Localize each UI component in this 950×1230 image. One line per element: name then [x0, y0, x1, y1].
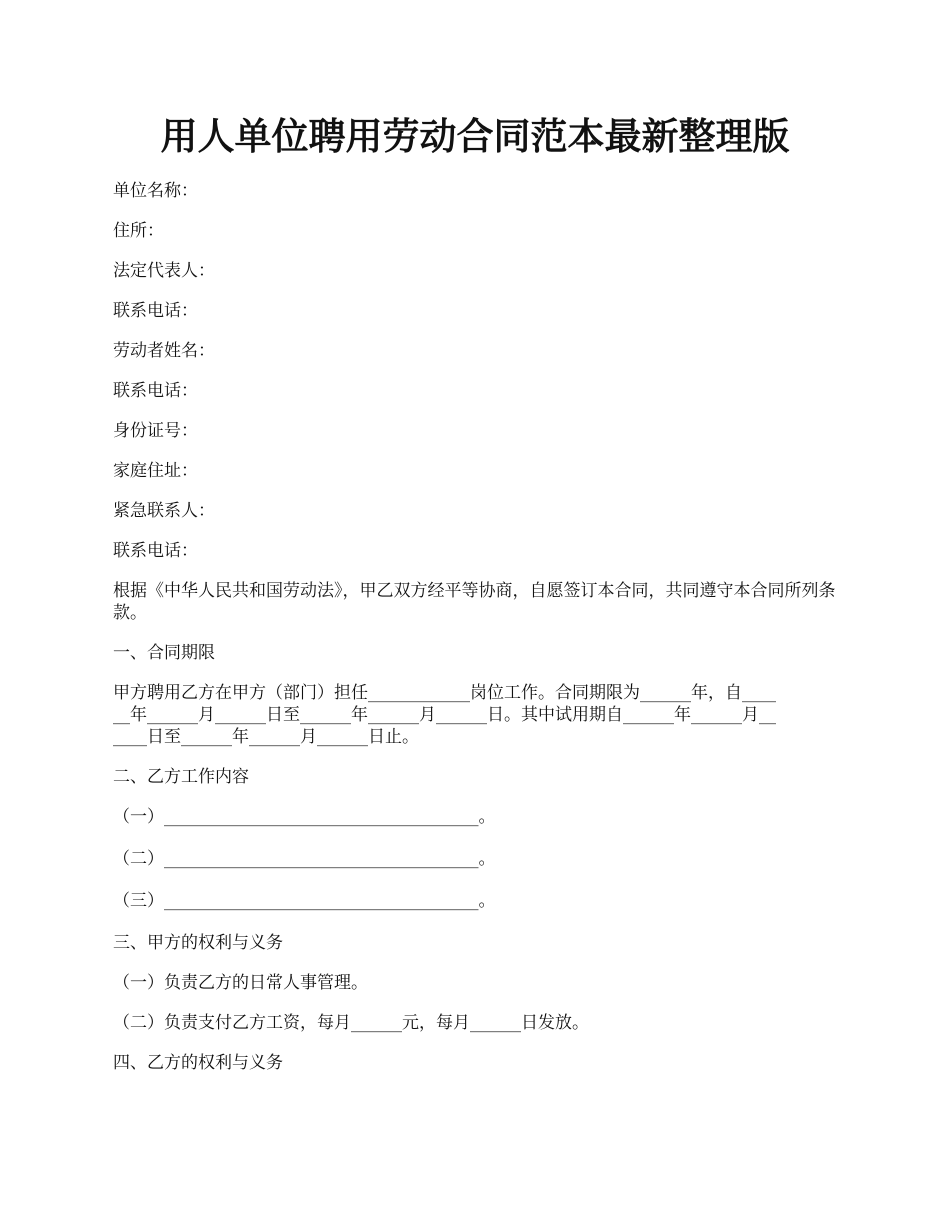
- field-legal-representative: 法定代表人：: [113, 261, 215, 281]
- field-employee-phone: 联系电话：: [113, 381, 198, 401]
- employer-duty-item-1: （一）负责乙方的日常人事管理。: [113, 973, 368, 993]
- preamble-paragraph: 根据《中华人民共和国劳动法》，甲乙双方经平等协商，自愿签订本合同，共同遵守本合同所列条款。: [113, 581, 836, 623]
- contract-term-line-3: ____日至______年______月______日止。: [113, 727, 419, 747]
- work-content-item-2: （二）_____________________________________。: [113, 849, 496, 869]
- contract-term-line-1: 甲方聘用乙方在甲方（部门）担任____________岗位工作。合同期限为______年，自____: [113, 683, 776, 703]
- work-content-item-3: （三）_____________________________________。: [113, 891, 496, 911]
- section-heading-work-content: 二、乙方工作内容: [113, 767, 249, 787]
- field-employer-phone: 联系电话：: [113, 301, 198, 321]
- contract-term-line-2: __年______月______日至______年______月______日。其中试用期自______年______月__: [113, 705, 776, 725]
- field-id-number: 身份证号：: [113, 421, 198, 441]
- field-employer-name: 单位名称：: [113, 181, 198, 201]
- document-body: [113, 180, 843, 1092]
- field-emergency-phone: 联系电话：: [113, 541, 198, 561]
- field-address: 住所：: [113, 221, 164, 241]
- field-emergency-contact: 紧急联系人：: [113, 501, 215, 521]
- field-home-address: 家庭住址：: [113, 461, 198, 481]
- section-heading-employer-rights: 三、甲方的权利与义务: [113, 933, 283, 953]
- document-title: 用人单位聘用劳动合同范本最新整理版: [160, 114, 790, 158]
- contract-term-paragraph: [113, 682, 843, 748]
- work-content-item-1: （一）_____________________________________。: [113, 807, 496, 827]
- section-heading-employee-rights: 四、乙方的权利与义务: [113, 1053, 283, 1073]
- employer-duty-item-2: （二）负责支付乙方工资，每月______元，每月______日发放。: [113, 1013, 589, 1033]
- section-heading-term: 一、合同期限: [113, 643, 215, 663]
- field-employee-name: 劳动者姓名：: [113, 341, 215, 361]
